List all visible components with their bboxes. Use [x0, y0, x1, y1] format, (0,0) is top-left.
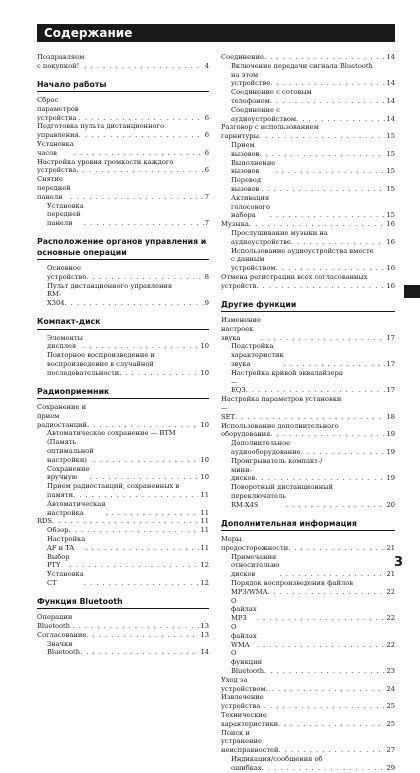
toc-entry-title: — EQ3: [231, 377, 246, 395]
toc-entry-title: Примечания относительно дисков: [231, 552, 280, 579]
dot-leader: [270, 211, 386, 220]
toc-entry-line: Настройка кривой эквалайзера: [231, 368, 343, 377]
dot-leader: [87, 421, 200, 430]
toc-entry-page: 10: [200, 342, 209, 351]
toc-entry-title: О файлах WMA: [231, 623, 257, 649]
dot-leader: [264, 667, 385, 676]
toc-entry[interactable]: [221, 176, 395, 194]
dot-leader: [270, 430, 385, 439]
toc-entry-title: Обзор: [47, 526, 69, 535]
toc-entry-page: 16: [386, 237, 395, 246]
toc-entry-line: Подготовка пульта дистанционного: [37, 122, 165, 131]
dot-leader: [79, 114, 204, 123]
toc-entry-page: 14: [386, 114, 395, 123]
toc-entry[interactable]: [37, 613, 209, 631]
dot-leader: [279, 570, 385, 579]
toc-entry-title: аудиоустройстве: [231, 237, 291, 246]
toc-entry-page: 10: [200, 455, 209, 464]
dot-leader: [261, 185, 386, 194]
toc-entry-title: О функции Bluetooth: [231, 649, 265, 675]
toc-entry-title: Перевод вызовов: [231, 176, 261, 193]
toc-entry-page: 15: [386, 167, 395, 176]
toc-entry-page: 6: [204, 113, 209, 122]
dot-leader: [71, 193, 204, 202]
toc-entry-page: 29: [386, 763, 395, 772]
toc-entry-title: Установка передней панели: [47, 201, 84, 228]
toc-entry[interactable]: [37, 535, 209, 553]
dot-leader: [235, 413, 386, 422]
toc-entry-page: 8: [204, 272, 209, 281]
toc-entry-page: 19: [386, 430, 395, 439]
dot-leader: [278, 720, 385, 729]
dot-leader: [89, 473, 199, 482]
dot-leader: [65, 299, 204, 308]
toc-entry-page: 24: [386, 684, 395, 693]
toc-entry-line: Пульт дистанционного управления: [47, 281, 173, 290]
toc-entry[interactable]: [221, 342, 395, 368]
dot-leader: [94, 456, 200, 465]
toc-entry-page: 14: [386, 79, 395, 88]
toc-entry-page: 16: [386, 264, 395, 273]
toc-entry-title: Меры предосторожности: [221, 535, 289, 552]
toc-entry-page: 10: [200, 473, 209, 482]
toc-entry-title: — SET: [221, 403, 235, 421]
toc-entry[interactable]: [221, 404, 395, 422]
toc-entry[interactable]: [221, 649, 395, 675]
toc-entry-title: Выполнение вызовов: [231, 158, 276, 176]
toc-entry[interactable]: [37, 140, 209, 158]
toc-entry-title: аудиооборудование: [231, 447, 301, 456]
toc-entry-line: Индикация/сообщения об: [231, 754, 323, 763]
toc-entry-title: Автоматическая настройка: [47, 499, 106, 517]
toc-entry-title: RM-X304: [47, 290, 65, 308]
toc-entry[interactable]: [221, 729, 395, 755]
toc-entry[interactable]: [221, 623, 395, 649]
dot-leader: [246, 386, 386, 395]
section-heading: Функция Bluetooth: [37, 597, 209, 610]
toc-entry[interactable]: [221, 466, 395, 484]
toc-entry-line: Отмена регистрации всех согласованных: [221, 272, 368, 281]
section-heading: Расположение органов управления и основные операции: [37, 237, 209, 260]
toc-entry-page: 13: [200, 622, 209, 631]
dot-leader: [288, 544, 385, 553]
toc-entry-page: 23: [386, 667, 395, 675]
toc-entry[interactable]: [37, 500, 209, 518]
page-header: [37, 24, 395, 42]
toc-entry[interactable]: [37, 403, 209, 429]
toc-entry-line: Соединение с сотовым: [231, 88, 312, 97]
toc-entry-page: 25: [386, 702, 395, 711]
dot-leader: [79, 131, 204, 140]
toc-entry[interactable]: [37, 570, 209, 588]
toc-left-column: [37, 53, 209, 657]
section-heading: Радиоприемник: [37, 387, 209, 400]
toc-entry-page: 17: [386, 333, 395, 342]
toc-entry-page: 20: [386, 500, 395, 509]
dot-leader: [80, 648, 199, 657]
toc-entry-title: телефоном: [231, 96, 270, 105]
toc-entry-page: 14: [386, 96, 395, 105]
toc-entry-page: 14: [200, 648, 209, 657]
toc-entry[interactable]: [221, 194, 395, 220]
toc-entry-page: 22: [386, 614, 395, 623]
toc-entry[interactable]: [37, 175, 209, 201]
dot-leader: [70, 561, 200, 570]
dot-leader: [85, 544, 199, 553]
toc-section: [37, 387, 209, 588]
toc-entry-title: на этом устройстве: [231, 70, 271, 88]
toc-entry[interactable]: [221, 282, 395, 291]
toc-entry-title: О файлах MP3: [231, 596, 257, 623]
dot-leader: [52, 517, 200, 526]
dot-leader: [301, 448, 386, 457]
dot-leader: [249, 220, 386, 229]
toc-entry-page: 15: [386, 132, 395, 141]
toc-section: [37, 53, 209, 71]
toc-entry-title: Музыка: [221, 220, 249, 229]
toc-entry[interactable]: [37, 491, 209, 500]
toc-entry-title: Технические характеристики: [221, 710, 279, 728]
toc-entry-page: 16: [386, 220, 395, 229]
toc-entry[interactable]: [221, 492, 395, 510]
toc-entry-page: 10: [200, 420, 209, 429]
toc-entry[interactable]: [37, 290, 209, 308]
toc-entry-line: Автоматическое сохранение — BTM: [47, 429, 176, 438]
section-heading: Дополнительная информация: [221, 519, 395, 532]
toc-entry[interactable]: [221, 106, 395, 124]
toc-entry-title: Сброс параметров устройства: [37, 96, 79, 122]
toc-entry-title: управления: [37, 131, 79, 140]
toc-entry-title: Извлечение устройства: [221, 693, 264, 711]
toc-entry-title: последовательности: [47, 368, 120, 377]
toc-entry-title: Снятие передней панели: [37, 175, 71, 201]
toc-entry-page: 25: [386, 719, 395, 728]
toc-entry[interactable]: [37, 131, 209, 140]
toc-entry[interactable]: [37, 166, 209, 175]
toc-entry[interactable]: [37, 553, 209, 571]
toc-entry-title: Настройка AF и TA: [47, 534, 86, 552]
toc-entry-line: Использование дополнительного: [221, 421, 339, 430]
toc-section: [221, 519, 395, 773]
toc-entry[interactable]: [221, 597, 395, 623]
toc-section: [221, 53, 395, 291]
toc-entry-title: Уход за устройством: [221, 675, 266, 693]
toc-entry-title: Соединение: [221, 53, 264, 61]
toc-entry[interactable]: [221, 553, 395, 579]
toc-entry[interactable]: [221, 535, 395, 553]
dot-leader: [286, 501, 386, 510]
dot-leader: [83, 342, 200, 351]
toc-entry-title: Изменение настроек звука: [221, 316, 261, 342]
toc-entry-page: 17: [386, 386, 395, 395]
toc-entry[interactable]: [37, 264, 209, 282]
dot-leader: [73, 491, 199, 500]
toc-entry-title: Сохранение вручную: [47, 464, 90, 482]
toc-entry-line: Настройка уровня громкости каждого: [37, 157, 174, 166]
toc-entry[interactable]: [221, 588, 395, 597]
section-heading: Начало работы: [37, 80, 209, 93]
toc-entry-title: (Память оптимальной настройки): [47, 438, 94, 464]
toc-entry-page: 16: [386, 281, 395, 290]
toc-entry-title: Выбор PTY: [47, 552, 70, 570]
toc-entry-line: Использование аудиоустройства вместе: [231, 246, 374, 255]
dot-leader: [84, 579, 200, 588]
toc-entry-title: Операции Bluetooth: [37, 613, 73, 631]
toc-entry-title: Согласование: [37, 630, 87, 639]
toc-entry-page: 6: [204, 166, 209, 175]
dot-leader: [264, 53, 386, 62]
toc-entry[interactable]: [37, 526, 209, 535]
dot-leader: [267, 588, 385, 597]
toc-entry[interactable]: [37, 53, 209, 71]
dot-leader: [256, 282, 385, 291]
section-heading: Другие функции: [221, 300, 395, 313]
dot-leader: [255, 474, 385, 483]
toc-entry-title: памяти: [47, 490, 74, 499]
toc-entry-line: Дополнительное: [231, 439, 291, 448]
toc-entry-page: 6: [204, 148, 209, 157]
dot-leader: [296, 115, 385, 124]
toc-entry-line: Поворотный дистанционный: [231, 483, 333, 492]
toc-entry-page: 15: [386, 211, 395, 220]
toc-entry[interactable]: [221, 676, 395, 694]
toc-entry-page: 10: [200, 368, 209, 377]
toc-entry-page: 9: [204, 299, 209, 308]
toc-entry-page: 22: [386, 640, 395, 649]
toc-entry-page: 18: [386, 412, 395, 421]
toc-entry[interactable]: [37, 96, 209, 122]
toc-entry-title: Поздравляем с покупкой!: [37, 53, 85, 70]
toc-entry[interactable]: [221, 71, 395, 89]
toc-entry-title: Элементы дисплея: [47, 333, 83, 351]
toc-entry-page: 19: [386, 474, 395, 483]
toc-section: [37, 80, 209, 228]
toc-entry-page: 19: [386, 447, 395, 456]
toc-entry-page: 11: [200, 526, 209, 535]
dot-leader: [259, 150, 385, 159]
section-tab-marker: [404, 285, 420, 298]
toc-entry-page: 12: [200, 578, 209, 587]
toc-entry-title: устройства: [37, 166, 77, 175]
toc-entry[interactable]: [221, 141, 395, 159]
dot-leader: [275, 167, 385, 176]
toc-entry[interactable]: [37, 334, 209, 352]
toc-entry-line: Проигрыватель компакт-/: [231, 456, 323, 465]
toc-entry-line: Включение передачи сигнала Bluetooth: [231, 61, 373, 70]
dot-leader: [259, 132, 386, 141]
toc-entry[interactable]: [221, 430, 395, 439]
dot-leader: [262, 764, 386, 773]
toc-entry[interactable]: [221, 132, 395, 141]
toc-entry-line: Разговор с использованием: [221, 123, 319, 132]
toc-entry-title: Прием вызовов: [231, 140, 260, 158]
toc-entry-page: 7: [204, 192, 209, 201]
dot-leader: [276, 264, 386, 273]
toc-entry-title: MP3/WMA: [231, 587, 268, 596]
toc-entry[interactable]: [37, 640, 209, 658]
toc-entry-line: Прием радиостанций, сохраненных в: [47, 482, 180, 491]
dot-leader: [72, 622, 199, 631]
toc-entry-page: 12: [200, 561, 209, 570]
toc-entry[interactable]: [221, 255, 395, 273]
toc-entry[interactable]: [37, 438, 209, 464]
toc-entry-page: 14: [386, 53, 395, 61]
toc-entry-page: 13: [200, 630, 209, 639]
toc-entry-title: RDS: [37, 517, 52, 526]
toc-entry-title: Поиск и устранение неисправностей: [221, 728, 279, 755]
toc-section: [37, 317, 209, 377]
toc-entry-page: 15: [386, 184, 395, 193]
toc-entry-title: Установка часов: [37, 140, 74, 157]
toc-entry-page: 27: [386, 746, 395, 755]
dot-leader: [264, 702, 386, 711]
dot-leader: [261, 334, 386, 343]
toc-entry-page: 7: [204, 219, 209, 228]
dot-leader: [74, 149, 204, 158]
toc-entry-title: Подстройка характеристик звука: [231, 342, 284, 368]
toc-entry-page: 11: [200, 508, 209, 517]
dot-leader: [119, 369, 199, 378]
toc-entry-page: 11: [200, 543, 209, 552]
toc-entry-page: 17: [386, 360, 395, 368]
toc-section: [37, 237, 209, 308]
toc-entry-title: гарнитуры: [221, 132, 259, 141]
toc-entry-title: Активация голосового набора: [231, 193, 270, 220]
dot-leader: [86, 273, 203, 282]
dot-leader: [84, 62, 203, 71]
toc-entry-page: 21: [386, 543, 395, 552]
dot-leader: [284, 360, 386, 369]
dot-leader: [84, 219, 204, 228]
toc-entry[interactable]: [221, 378, 395, 396]
dot-leader: [270, 79, 385, 88]
toc-entry-page: 4: [204, 61, 209, 70]
toc-entry-title: Основное устройство: [47, 264, 87, 281]
dot-leader: [270, 97, 386, 106]
toc-entry-title: ошибках: [231, 763, 262, 772]
toc-entry[interactable]: [37, 369, 209, 378]
toc-entry-line: Прослушивание музыки на: [231, 228, 328, 237]
toc-entry-title: мини-дисков: [231, 465, 256, 483]
toc-entry[interactable]: [37, 202, 209, 228]
toc-entry[interactable]: [37, 517, 209, 526]
toc-entry[interactable]: [221, 159, 395, 177]
dot-leader: [105, 509, 199, 518]
dot-leader: [266, 685, 386, 694]
toc-entry-title: Значки Bluetooth: [47, 639, 81, 657]
toc-entry[interactable]: [221, 764, 395, 773]
toc-entry[interactable]: [221, 316, 395, 342]
toc-entry-title: Установка CT: [47, 570, 84, 587]
toc-entry[interactable]: [221, 693, 395, 711]
section-heading: Компакт-диск: [37, 317, 209, 330]
toc-entry-page: 6: [204, 131, 209, 140]
toc-entry-title: оборудования: [221, 430, 271, 439]
dot-leader: [278, 746, 385, 755]
toc-entry-page: 15: [386, 149, 395, 158]
toc-entry-title: устройств: [221, 281, 257, 290]
toc-section: [37, 597, 209, 657]
toc-entry-page: 22: [386, 587, 395, 596]
toc-entry-page: 11: [200, 490, 209, 499]
toc-entry-line: воспроизведение в случайной: [47, 359, 154, 368]
toc-entry-page: 21: [386, 570, 395, 579]
toc-entry[interactable]: [221, 220, 395, 229]
toc-section: [221, 300, 395, 510]
toc-entry-title: Соединение с аудиоустройством: [231, 105, 297, 123]
page-title: Содержание: [44, 26, 133, 40]
dot-leader: [86, 631, 199, 640]
toc-entry[interactable]: [221, 448, 395, 457]
toc-entry[interactable]: [221, 53, 395, 62]
toc-entry[interactable]: [37, 465, 209, 483]
toc-entry[interactable]: [221, 97, 395, 106]
toc-entry[interactable]: [221, 238, 395, 247]
toc-entry[interactable]: [37, 631, 209, 640]
toc-entry-title: с данным устройством: [231, 255, 276, 273]
toc-right-column: [221, 53, 395, 773]
dot-leader: [257, 614, 386, 623]
dot-leader: [291, 238, 386, 247]
toc-entry-line: Настройка параметров установки: [221, 395, 342, 404]
dot-leader: [257, 641, 386, 650]
toc-entry-page: 11: [200, 517, 209, 526]
dot-leader: [76, 166, 203, 175]
page-number: 3: [394, 555, 404, 570]
toc-entry-title: Сохранение и прием радиостанций: [37, 403, 87, 429]
toc-entry[interactable]: [221, 711, 395, 729]
dot-leader: [68, 526, 199, 535]
toc-entry-line: Порядок воспроизведения файлов: [231, 579, 353, 588]
toc-entry-title: переключатель RM-X4S: [231, 491, 286, 509]
toc-entry-line: Повторное воспроизведение и: [47, 351, 155, 360]
